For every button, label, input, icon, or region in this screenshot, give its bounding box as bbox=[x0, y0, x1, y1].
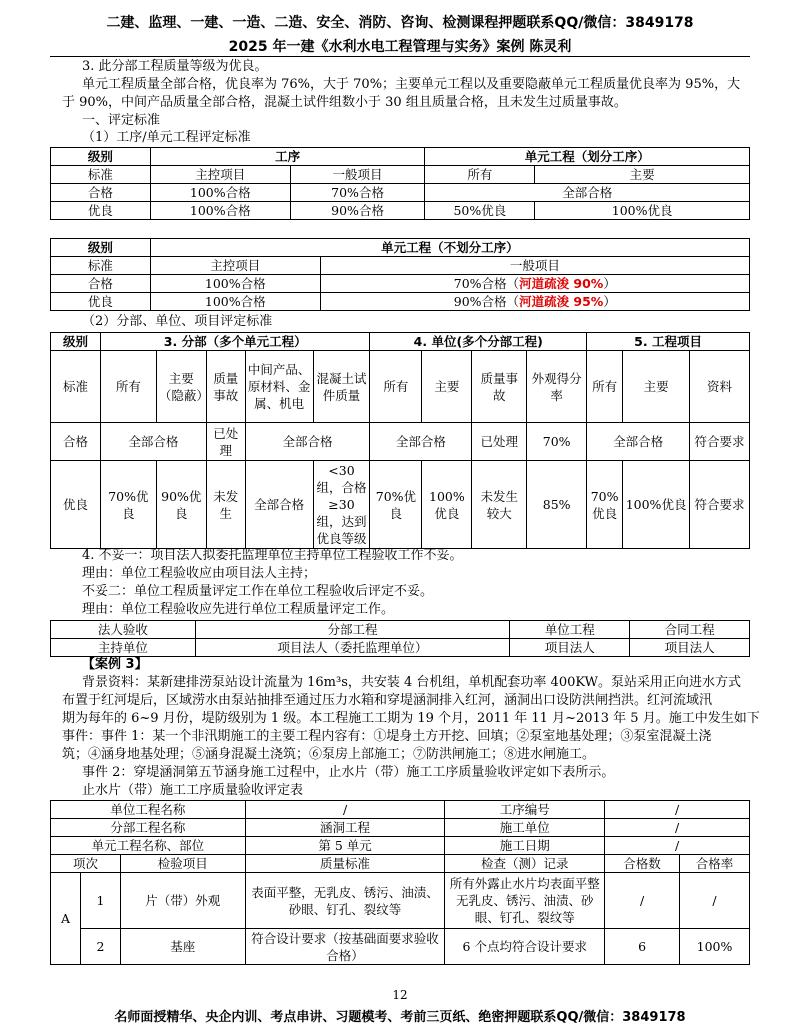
case3-line-1: 背景资料：某新建排涝泵站设计流量为 16m³s，共安装 4 台机组，单机配套功率 400KW。泵站采用正向进水方式 bbox=[82, 675, 741, 690]
footer-contact-line: 名师面授精华、央企内训、考点串讲、习题模考、考前三页纸、绝密押题联系QQ/微信：3849178 bbox=[114, 1010, 686, 1025]
cell: 符合要求 bbox=[690, 461, 750, 549]
cell: 一般项目 bbox=[320, 257, 749, 275]
subheading-process-unit: （1）工序/单元工程评定标准 bbox=[82, 130, 251, 145]
table-row bbox=[51, 837, 750, 855]
table-row bbox=[51, 423, 750, 461]
cell: 主要 bbox=[535, 166, 750, 184]
cell: / bbox=[605, 837, 750, 855]
cell: 标准 bbox=[51, 351, 101, 423]
th-unit-undivided: 单元工程（不划分工序） bbox=[150, 239, 749, 257]
table-row bbox=[51, 621, 750, 639]
cell: 所有 bbox=[425, 166, 535, 184]
cell: 所有 bbox=[370, 351, 422, 423]
intro-line-2a: 单元工程质量全部合格，优良率为 76%，大于 70%；主要单元工程以及重要隐蔽单元工程质量优良率为 95%，大 bbox=[82, 77, 741, 92]
table-row bbox=[51, 293, 750, 311]
cell: 外观得分率 bbox=[527, 351, 587, 423]
cell-text: 90%合格（ bbox=[453, 294, 520, 309]
cell: 单元工程名称、部位 bbox=[51, 837, 246, 855]
cell: 70% bbox=[527, 423, 587, 461]
cell: 已处理 bbox=[472, 423, 527, 461]
cell: 70%优良 bbox=[370, 461, 422, 549]
cell: 合同工程 bbox=[630, 621, 750, 639]
cell: 100%合格 bbox=[150, 202, 290, 220]
cell: 单位工程 bbox=[510, 621, 630, 639]
cell: 1 bbox=[80, 873, 120, 929]
page-number: 12 bbox=[392, 988, 408, 1002]
table-row bbox=[51, 929, 750, 965]
q4-line-4: 理由：单位工程验收应先进行单位工程质量评定工作。 bbox=[82, 602, 395, 617]
cell: 100%优良 bbox=[535, 202, 750, 220]
header-course-title: 2025 年一建《水利水电工程管理与实务》案例 陈灵利 bbox=[228, 39, 572, 55]
cell: 主持单位 bbox=[51, 639, 196, 657]
cell-text: ） bbox=[603, 294, 616, 309]
cell: 优良 bbox=[51, 293, 151, 311]
cell: 100%优良 bbox=[623, 461, 690, 549]
cell: 合格 bbox=[51, 275, 151, 293]
table-row bbox=[51, 639, 750, 657]
case3-line-6: 事件 2：穿堤涵洞第五节涵身施工过程中，止水片（带）施工工序质量验收评定如下表所示。 bbox=[82, 765, 615, 780]
cell: 主控项目 bbox=[150, 166, 290, 184]
cell: 质量事故 bbox=[472, 351, 527, 423]
table-row bbox=[51, 257, 750, 275]
cell: 基座 bbox=[120, 929, 245, 965]
cell: 符合设计要求（按基础面要求验收合格） bbox=[245, 929, 445, 965]
cell: 施工单位 bbox=[445, 819, 605, 837]
header-contact-line: 二建、监理、一建、一造、二造、安全、消防、咨询、检测课程押题联系QQ/微信：3849178 bbox=[106, 15, 694, 31]
table-row bbox=[51, 275, 750, 293]
table-unit-undivided-standards bbox=[50, 238, 750, 311]
cell: 检查（测）记录 bbox=[445, 855, 605, 873]
cell: 100%合格 bbox=[150, 293, 320, 311]
table-row bbox=[51, 461, 750, 549]
cell bbox=[320, 275, 749, 293]
cell: 涵洞工程 bbox=[245, 819, 445, 837]
cell: 主要 bbox=[623, 351, 690, 423]
cell: 资料 bbox=[690, 351, 750, 423]
table-division-unit-project-standards bbox=[50, 332, 750, 549]
cell: 施工日期 bbox=[445, 837, 605, 855]
cell: <30 组，合格 ≥30 组，达到优良等级 bbox=[313, 461, 370, 549]
th-unit-project: 4. 单位(多个分部工程) bbox=[370, 333, 587, 351]
cell: / bbox=[680, 873, 750, 929]
th-level: 级别 bbox=[51, 148, 151, 166]
cell: 检验项目 bbox=[120, 855, 245, 873]
cell: / bbox=[605, 819, 750, 837]
cell: 所有外露止水片均表面平整无乳皮、锈污、油渍、砂眼、钉孔、裂纹等 bbox=[445, 873, 605, 929]
cell: 中间产品、原材料、金属、机电 bbox=[245, 351, 313, 423]
cell: 70%优良 bbox=[100, 461, 156, 549]
cell: 分部工程名称 bbox=[51, 819, 246, 837]
cell: 混凝土试件质量 bbox=[313, 351, 370, 423]
cell: 第 5 单元 bbox=[245, 837, 445, 855]
case3-line-2: 布置于红河堤后，区域涝水由泵站抽排至通过压力水箱和穿堤涵洞排入红河，涵洞出口设防洪闸挡洪。红河流域汛 bbox=[62, 693, 713, 708]
th-process: 工序 bbox=[150, 148, 425, 166]
cell: / bbox=[605, 873, 680, 929]
cell: 6 个点均符合设计要求 bbox=[445, 929, 605, 965]
case3-table-caption: 止水片（带）施工工序质量验收评定表 bbox=[82, 783, 304, 798]
cell: 一般项目 bbox=[290, 166, 425, 184]
cell: 未发生较大 bbox=[472, 461, 527, 549]
cell: 未发生 bbox=[206, 461, 245, 549]
cell-text: 70%合格（ bbox=[453, 276, 520, 291]
case3-title: 【案例 3】 bbox=[82, 657, 148, 672]
case3-line-4: 事件：事件 1：某一个非汛期施工的主要工程内容有：①堤身土方开挖、回填；②泵室地基处理；③泵室混凝土浇 bbox=[62, 729, 712, 744]
th-project: 5. 工程项目 bbox=[587, 333, 750, 351]
cell: 85% bbox=[527, 461, 587, 549]
cell: 合格 bbox=[51, 423, 101, 461]
cell: / bbox=[605, 801, 750, 819]
table-row bbox=[51, 184, 750, 202]
cell: 片（带）外观 bbox=[120, 873, 245, 929]
intro-line-2b: 于 90%，中间产品质量全部合格，混凝土试件组数小于 30 组且质量合格，且未发生过质量事故。 bbox=[62, 95, 627, 110]
cell: 2 bbox=[80, 929, 120, 965]
cell: / bbox=[245, 801, 445, 819]
th-level: 级别 bbox=[51, 239, 151, 257]
th-level: 级别 bbox=[51, 333, 101, 351]
cell: 项目法人（委托监理单位） bbox=[195, 639, 510, 657]
cell: 全部合格 bbox=[245, 461, 313, 549]
header-divider bbox=[50, 56, 750, 57]
cell: 90%合格 bbox=[290, 202, 425, 220]
cell: 项目法人 bbox=[630, 639, 750, 657]
cell: 主控项目 bbox=[150, 257, 320, 275]
cell: 单位工程名称 bbox=[51, 801, 246, 819]
cell: 全部合格 bbox=[245, 423, 370, 461]
cell: 标准 bbox=[51, 257, 151, 275]
cell: 90%优良 bbox=[156, 461, 206, 549]
cell: 主要（隐蔽） bbox=[156, 351, 206, 423]
th-unit-divided: 单元工程（划分工序） bbox=[425, 148, 750, 166]
cell: 合格率 bbox=[680, 855, 750, 873]
cell: 主要 bbox=[422, 351, 472, 423]
cell: 分部工程 bbox=[195, 621, 510, 639]
cell: 所有 bbox=[587, 351, 623, 423]
cell: 合格数 bbox=[605, 855, 680, 873]
q4-line-2: 理由：单位工程验收应由项目法人主持； bbox=[82, 566, 317, 581]
cell: 100%合格 bbox=[150, 184, 290, 202]
subheading-division-unit-project: （2）分部、单位、项目评定标准 bbox=[82, 314, 273, 329]
cell: 6 bbox=[605, 929, 680, 965]
cell: 项次 bbox=[51, 855, 121, 873]
table-row bbox=[51, 351, 750, 423]
cell: 项目法人 bbox=[510, 639, 630, 657]
th-division: 3. 分部（多个单元工程） bbox=[100, 333, 370, 351]
cell: 全部合格 bbox=[425, 184, 750, 202]
cell: 符合要求 bbox=[690, 423, 750, 461]
cell: 优良 bbox=[51, 202, 151, 220]
cell: 质量事故 bbox=[206, 351, 245, 423]
cell: 全部合格 bbox=[100, 423, 206, 461]
cell: 70%优良 bbox=[587, 461, 623, 549]
table-row bbox=[51, 166, 750, 184]
cell: 法人验收 bbox=[51, 621, 196, 639]
cell: 所有 bbox=[100, 351, 156, 423]
cell: 100%优良 bbox=[422, 461, 472, 549]
q4-line-3: 不妥二：单位工程质量评定工作在单位工程验收后评定不妥。 bbox=[82, 584, 434, 599]
case3-line-5: 筑；④涵身地基处理；⑤涵身混凝土浇筑；⑥泵房上部施工；⑦防洪闸施工；⑧进水闸施工。 bbox=[62, 747, 596, 762]
intro-line-1: 3. 此分部工程质量等级为优良。 bbox=[82, 59, 268, 74]
section-heading-standards: 一、评定标准 bbox=[82, 113, 161, 128]
table-row bbox=[51, 801, 750, 819]
case3-line-3: 期为每年的 6~9 月份，堤防级别为 1 级。本工程施工工期为 19 个月，2011 年 11 月~2013 年 5 月。施工中发生如下 bbox=[62, 711, 760, 726]
table-row bbox=[51, 819, 750, 837]
table-row bbox=[51, 873, 750, 929]
table-row bbox=[51, 855, 750, 873]
highlight-dredging-95: 河道疏浚 95% bbox=[519, 294, 604, 309]
cell: 工序编号 bbox=[445, 801, 605, 819]
cell: 100% bbox=[680, 929, 750, 965]
cell: 全部合格 bbox=[370, 423, 472, 461]
cell: A bbox=[51, 873, 81, 965]
cell: 优良 bbox=[51, 461, 101, 549]
cell: 标准 bbox=[51, 166, 151, 184]
cell: 100%合格 bbox=[150, 275, 320, 293]
cell: 表面平整，无乳皮、锈污、油渍、砂眼、钉孔、裂纹等 bbox=[245, 873, 445, 929]
table-waterstop-evaluation bbox=[50, 800, 750, 965]
q4-line-1: 4. 不妥一：项目法人拟委托监理单位主持单位工程验收工作不妥。 bbox=[82, 548, 463, 563]
table-process-unit-standards bbox=[50, 147, 750, 220]
cell: 70%合格 bbox=[290, 184, 425, 202]
cell: 全部合格 bbox=[587, 423, 690, 461]
table-row bbox=[51, 202, 750, 220]
table-acceptance-hosts bbox=[50, 620, 750, 657]
cell: 已处理 bbox=[206, 423, 245, 461]
highlight-dredging-90: 河道疏浚 90% bbox=[519, 276, 604, 291]
cell: 合格 bbox=[51, 184, 151, 202]
cell: 质量标准 bbox=[245, 855, 445, 873]
cell: 50%优良 bbox=[425, 202, 535, 220]
cell bbox=[320, 293, 749, 311]
cell-text: ） bbox=[603, 276, 616, 291]
